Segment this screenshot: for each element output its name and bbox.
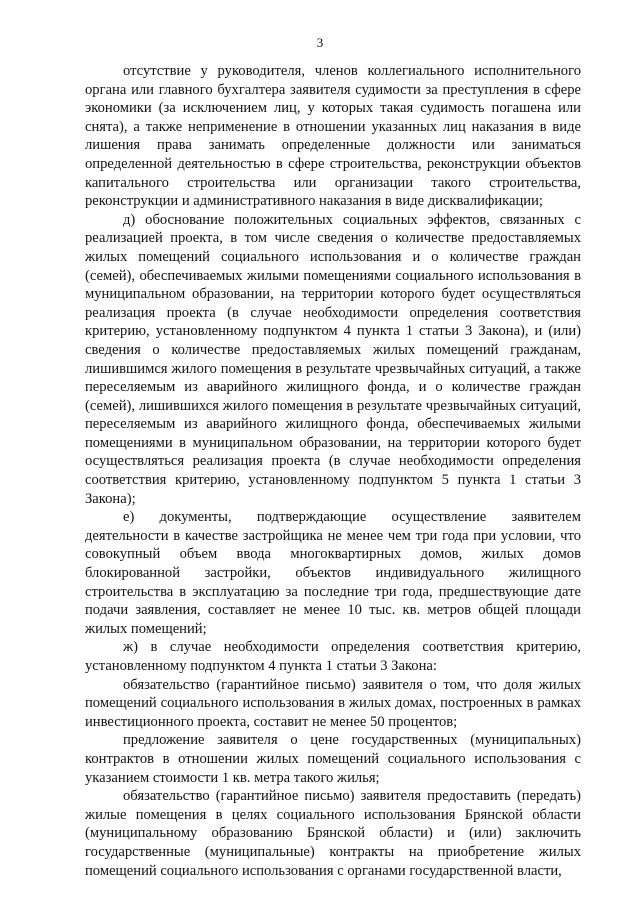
paragraph-guarantee-letter-transfer: обязательство (гарантийное письмо) заявителя предоставить (передать) жилые помещения в целях социального использования Брянской области (муниципальному образованию Брянской области) и (или) заключить государственные (муниципальные) контракты на приобретение жилых помещений социального использования с органами государственной власти,	[85, 788, 581, 879]
paragraph-guarantee-letter-share: обязательство (гарантийное письмо) заявителя о том, что доля жилых помещений социального использования в жилых домах, построенных в рамках инвестиционного проекта, составит не менее 50 процентов;	[85, 676, 581, 730]
paragraph-requirements-continued: отсутствие у руководителя, членов коллегиального исполнительного органа или главного бухгалтера заявителя судимости за преступления в сфере экономики (за исключением лиц, у которых такая судимость погашена или снята), а также неприменение в отношении указанных лиц наказания в виде лишения права занимать определенные должности или заниматься определенной деятельностью в сфере строительства, реконструкции объектов капитального строительства или организации такого строительства, реконструкции и административного наказания в виде дисквалификации;	[85, 63, 581, 210]
paragraph-zh-criterion: ж) в случае необходимости определения соответствия критерию, установленному подпунктом 4 пункта 1 статьи 3 Закона:	[85, 639, 581, 674]
paragraph-price-proposal: предложение заявителя о цене государственных (муниципальных) контрактов в отношении жилых помещений социального использования с указанием стоимости 1 кв. метра такого жилья;	[85, 732, 581, 786]
document-body	[85, 62, 581, 880]
paragraph-d-social-effects: д) обоснование положительных социальных эффектов, связанных с реализацией проекта, в том числе сведения о количестве предоставляемых жилых помещений социального использования и о количестве граждан (семей), обеспечиваемых жилыми помещениями социального использования в муниципальном образовании, на территории которого будет осуществляться реализация проекта (в случае необходимости определения соответствия критерию, установленному подпунктом 4 пункта 1 статьи 3 Закона), и (или) сведения о количестве предоставляемых жилых помещений гражданам, лишившимся жилого помещения в результате чрезвычайных ситуаций, а также переселяемым из аварийного жилищного фонда, и о количестве граждан (семей), лишившихся жилого помещения в результате чрезвычайных ситуаций, переселяемым из аварийного жилищного фонда, обеспечиваемых жилыми помещениями в муниципальном образовании, на территории которого будет осуществляться реализация проекта (в случае необходимости определения соответствия критерию, установленному подпунктом 5 пункта 1 статьи 3 Закона);	[85, 211, 581, 507]
paragraph-e-developer-documents: е) документы, подтверждающие осуществление заявителем деятельности в качестве застройщика не менее чем три года при условии, что совокупный объем ввода многоквартирных домов, жилых домов блокированной застройки, объектов индивидуального жилищного строительства в эксплуатацию за последние три года, предшествующие дате подачи заявления, составляет не менее 10 тыс. кв. метров общей площади жилых помещений;	[85, 509, 581, 637]
page-number: 3	[316, 35, 324, 50]
